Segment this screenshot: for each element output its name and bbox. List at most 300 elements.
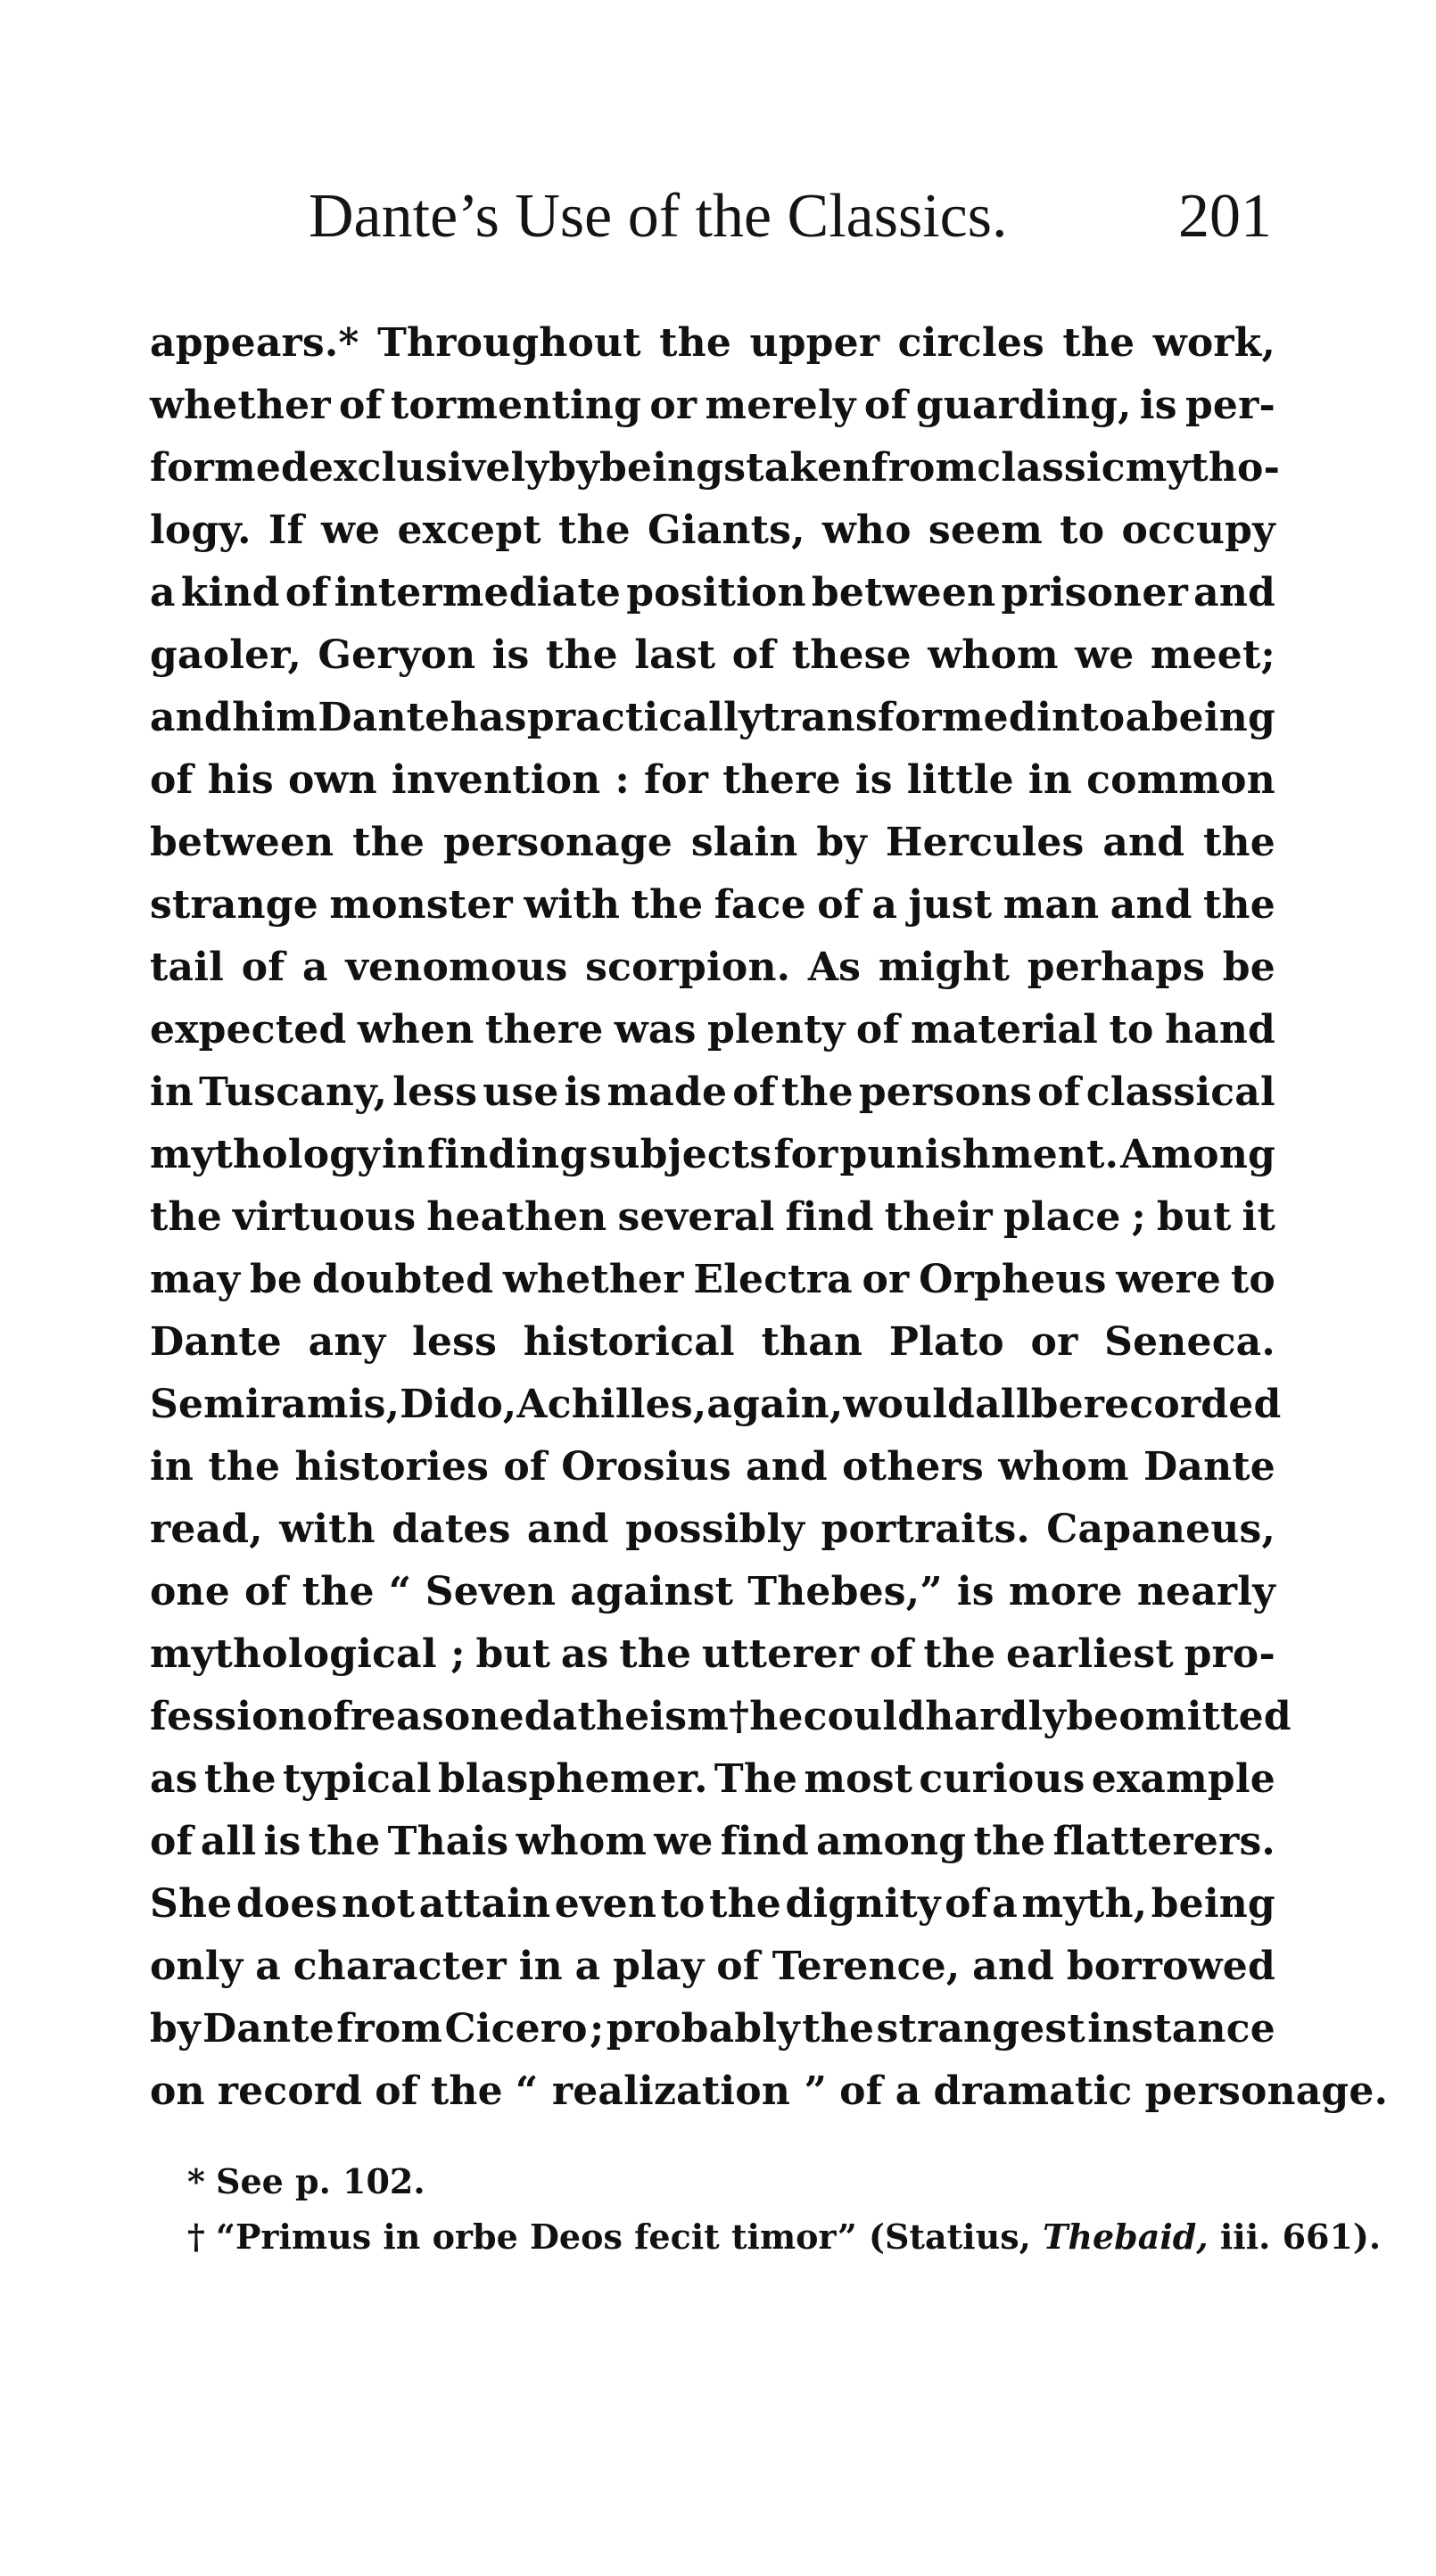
word: and [150,695,232,740]
word: a [150,570,176,615]
word: he [749,1694,804,1739]
word: a [255,1944,281,1989]
word: into [1036,695,1126,740]
text-line [150,1061,1275,1124]
word: appears.* [150,320,359,366]
word: Terence, [772,1944,961,1989]
text-line [150,1623,1275,1686]
word: of [839,2068,883,2114]
word: from [871,445,978,491]
footnote-text: “Primus in orbe Deos fecit timor” (Statius, [216,2217,1044,2257]
text-line [150,1436,1275,1499]
word: a [992,1881,1018,1927]
word: of [306,1694,351,1739]
word: dramatic [933,2068,1133,2114]
word: probably [606,2006,800,2052]
word: these [791,632,912,678]
word: histories [294,1444,490,1490]
word: omitted [1118,1694,1292,1739]
word: tail [150,945,225,990]
word: guarding, [915,383,1132,428]
word: place [1003,1194,1121,1240]
word: his [207,757,274,803]
word: we [654,1819,714,1864]
word: in [518,1944,563,1989]
word: If [268,508,304,553]
footnote-mark: * [187,2161,205,2201]
word: was [614,1007,697,1053]
word: whom [998,1444,1129,1490]
text-line [150,1998,1275,2060]
word: : [615,757,630,803]
word: or [649,383,697,428]
word: of [338,383,383,428]
word: Electra [693,1257,853,1302]
word: face [714,882,806,928]
word: slain [690,820,798,865]
word: Among [1120,1132,1275,1177]
footnotes [187,2154,1382,2265]
word: instance [1087,2006,1275,2052]
footnote-italic-title: Thebaid, [1043,2217,1209,2257]
word: of [150,757,194,803]
running-head [309,177,1272,257]
word: the [150,1194,222,1240]
word: of [285,570,329,615]
word: Dido, [400,1382,517,1427]
word: Cicero [444,2006,588,2052]
word: who [821,508,912,553]
word: virtuous [232,1194,417,1240]
word: Dante [150,1319,282,1365]
word: last [634,632,716,678]
word: the [545,632,618,678]
text-line [150,312,1275,375]
word: own [287,757,377,803]
word: formed [150,445,309,491]
word: the [430,2068,503,2114]
running-title: Dante’s Use of the Classics. [309,182,1008,251]
word: scorpion. [585,945,791,990]
word: ; [589,2006,605,2052]
word: is [854,757,893,803]
text-line [150,1936,1275,1998]
word: except [397,508,541,553]
text-line [150,1873,1275,1936]
word: the [973,1819,1046,1864]
word: of [716,1944,760,1989]
word: taken [746,445,871,491]
word: in [150,1069,194,1115]
word: the [619,1631,692,1677]
word: their [884,1194,993,1240]
word: and [1193,570,1275,615]
word: the [557,508,631,553]
word: reasoned [350,1694,552,1739]
word: classical [1085,1069,1275,1115]
word: is [491,632,530,678]
word: borrowed [1066,1944,1275,1989]
word: The [714,1756,798,1802]
word: any [308,1319,386,1365]
word: intermediate [334,570,622,615]
word: merely [705,383,856,428]
word: typical [282,1756,432,1802]
word: of [244,1569,288,1614]
word: material [910,1007,1099,1053]
word: him [232,695,318,740]
word: occupy [1121,508,1275,553]
word: find [785,1194,874,1240]
word: man [1003,882,1100,928]
word: atheism [551,1694,730,1739]
word: for [644,757,709,803]
word: recorded [1083,1382,1282,1427]
word: again, [706,1382,844,1427]
word: Geryon [318,632,476,678]
word: flatterers. [1052,1819,1275,1864]
text-line [150,2060,1389,2123]
word: mythology [150,1132,380,1177]
word: and [746,1444,828,1490]
word: invention [391,757,601,803]
word: Achilles, [516,1382,707,1427]
word: As [807,945,862,990]
word: dignity [785,1881,941,1927]
word: kind [180,570,280,615]
word: to [1060,508,1105,553]
word: “ Seven [388,1569,557,1614]
word: curious [919,1756,1085,1802]
word: strange [150,882,318,928]
word: possibly [625,1507,805,1552]
word: the [1203,882,1275,928]
word: between [811,570,996,615]
word: Dante [1143,1444,1275,1490]
word: whom [928,632,1059,678]
text-line [150,812,1275,874]
word: by [816,820,868,865]
word: the [352,820,425,865]
word: does [235,1881,338,1927]
word: mytho- [1125,445,1281,491]
word: strangest [876,2006,1085,2052]
word: mythological ; [150,1631,466,1677]
word: all [975,1382,1031,1427]
word: ; [1131,1194,1146,1240]
word: practically [526,695,762,740]
word: hand [1164,1007,1275,1053]
text-line [150,1561,1275,1623]
text-line [150,624,1275,687]
word: classic [977,445,1126,491]
word: of [150,1819,194,1864]
word: is [956,1569,994,1614]
text-line [150,687,1275,749]
text-line [150,1686,1292,1748]
word: personage [442,820,673,865]
word: play [613,1944,705,1989]
word: “ realization ” [515,2068,828,2114]
word: Seneca. [1104,1319,1275,1365]
word: monster [329,882,513,928]
word: of [945,1881,988,1927]
word: the [802,2006,875,2052]
word: Capaneus, [1046,1507,1275,1552]
word: tormenting [390,383,642,428]
word: in [1027,757,1073,803]
text-line [150,749,1275,812]
text-line [150,1748,1275,1811]
word: Dante [318,695,450,740]
word: there [484,1007,604,1053]
word: of [870,1631,913,1677]
word: dates [392,1507,511,1552]
word: prisoner [1001,570,1188,615]
word: being [1151,695,1275,740]
word: all [200,1819,257,1864]
word: expected [150,1007,347,1053]
word: not [341,1881,416,1927]
word: against [570,1569,734,1614]
word: of [817,882,861,928]
word: logy. [150,508,252,553]
word: beings [598,445,747,491]
word: the [709,1881,781,1927]
word: with [524,882,621,928]
word: by [549,445,599,491]
word: the [1062,320,1135,366]
word: of [855,1007,900,1053]
word: exclusively [308,445,549,491]
word: we [1075,632,1135,678]
word: most [804,1756,913,1802]
word: or [862,1257,910,1302]
word: common [1086,757,1275,803]
word: from [336,2006,443,2052]
word: and [526,1507,609,1552]
word: † [729,1694,750,1739]
word: Dante [202,2006,335,2052]
footnote-text: See p. 102. [216,2161,425,2201]
word: the [659,320,732,366]
word: and [1102,820,1185,865]
word: fession [150,1694,307,1739]
word: a [574,1944,601,1989]
text-line [150,1499,1275,1561]
word: might [878,945,1011,990]
word: when [357,1007,475,1053]
word: myth, [1021,1881,1148,1927]
main-text [150,312,1389,2123]
word: transformed [762,695,1036,740]
word: Thais [387,1819,509,1864]
word: whom [516,1819,648,1864]
word: to [1230,1257,1275,1302]
word: of [731,632,776,678]
word: in [382,1132,426,1177]
word: a [302,945,328,990]
word: the [923,1631,996,1677]
word: of [241,945,285,990]
word: Thebes,” [747,1569,943,1614]
text-line [150,1811,1275,1873]
word: others [842,1444,984,1490]
word: character [293,1944,507,1989]
word: example [1091,1756,1275,1802]
word: made [607,1069,728,1115]
text-line [150,437,1281,500]
word: subjects [589,1132,772,1177]
word: as [150,1756,198,1802]
word: would [843,1382,976,1427]
word: venomous [345,945,568,990]
word: the [203,1756,276,1802]
word: or [1030,1319,1078,1365]
word: perhaps [1027,945,1206,990]
word: a [1125,695,1151,740]
word: punishment. [839,1132,1119,1177]
word: doubted [311,1257,494,1302]
word: the [780,1069,854,1115]
word: Throughout [377,320,641,366]
word: as [560,1631,609,1677]
word: whether [150,383,331,428]
word: to [660,1881,706,1927]
word: per- [1184,383,1275,428]
word: with [279,1507,376,1552]
text-line [150,1186,1275,1249]
footnote-2 [187,2209,1382,2265]
text-line [150,562,1275,624]
word: less [392,1069,478,1115]
word: position [626,570,806,615]
word: heathen [426,1194,607,1240]
word: attain [418,1881,551,1927]
word: in [150,1444,194,1490]
word: seem [928,508,1043,553]
word: utterer [701,1631,860,1677]
text-line [150,874,1275,937]
word: even [554,1881,657,1927]
word: has [450,695,527,740]
word: of [732,1069,776,1115]
text-line [150,375,1275,437]
word: of [375,2068,418,2114]
footnote-mark: † [187,2217,205,2257]
word: may [150,1257,241,1302]
word: a [871,882,898,928]
word: Orosius [561,1444,731,1490]
word: use [483,1069,559,1115]
word: Giants, [648,508,805,553]
word: record [217,2068,363,2114]
word: but [475,1631,551,1677]
word: whether [502,1257,684,1302]
footnote-1 [187,2154,1275,2209]
word: meet; [1150,632,1275,678]
word: the [308,1819,381,1864]
word: plenty [706,1007,846,1053]
word: little [906,757,1014,803]
word: of [503,1444,548,1490]
word: hardly [925,1694,1067,1739]
word: there [722,757,841,803]
word: between [150,820,334,865]
word: the [301,1569,375,1614]
word: Orpheus [919,1257,1107,1302]
word: on [150,2068,205,2114]
word: than [761,1319,863,1365]
word: by [150,2006,201,2052]
word: and [1110,882,1193,928]
word: portraits. [821,1507,1030,1552]
word: less [412,1319,498,1365]
page-number: 201 [1178,182,1272,251]
word: is [1139,383,1177,428]
word: Tuscany, [199,1069,388,1115]
word: gaoler, [150,632,302,678]
text-line [150,1374,1282,1436]
word: of [863,383,908,428]
word: a [895,2068,921,2114]
word: for [773,1132,838,1177]
word: read, [150,1507,263,1552]
word: is [263,1819,301,1864]
word: Semiramis, [150,1382,400,1427]
word: find [720,1819,809,1864]
word: blasphemer. [437,1756,708,1802]
word: were [1116,1257,1222,1302]
word: is [564,1069,602,1115]
word: She [150,1881,233,1927]
word: the [1203,820,1275,865]
word: it [1242,1194,1275,1240]
text-line [150,1249,1275,1311]
word: pro- [1184,1631,1275,1677]
word: only [150,1944,243,1989]
word: the [631,882,704,928]
word: among [816,1819,967,1864]
text-line [150,1311,1275,1374]
text-line [150,999,1275,1061]
word: nearly [1136,1569,1275,1614]
word: historical [523,1319,735,1365]
word: circles [897,320,1044,366]
text-line [150,937,1275,999]
word: be [1030,1382,1084,1427]
word: finding [427,1132,588,1177]
word: just [908,882,993,928]
word: earliest [1006,1631,1174,1677]
word: Plato [888,1319,1004,1365]
word: the [208,1444,281,1490]
word: several [617,1194,775,1240]
word: being [1151,1881,1275,1927]
word: and [972,1944,1055,1989]
word: Hercules [885,820,1085,865]
word: but [1156,1194,1232,1240]
word: persons [858,1069,1033,1115]
word: of [1037,1069,1081,1115]
word: more [1008,1569,1123,1614]
word: work, [1152,320,1275,366]
word: be [249,1257,303,1302]
word: we [320,508,381,553]
word: to [1109,1007,1154,1053]
word: be [1222,945,1275,990]
word: upper [749,320,880,366]
